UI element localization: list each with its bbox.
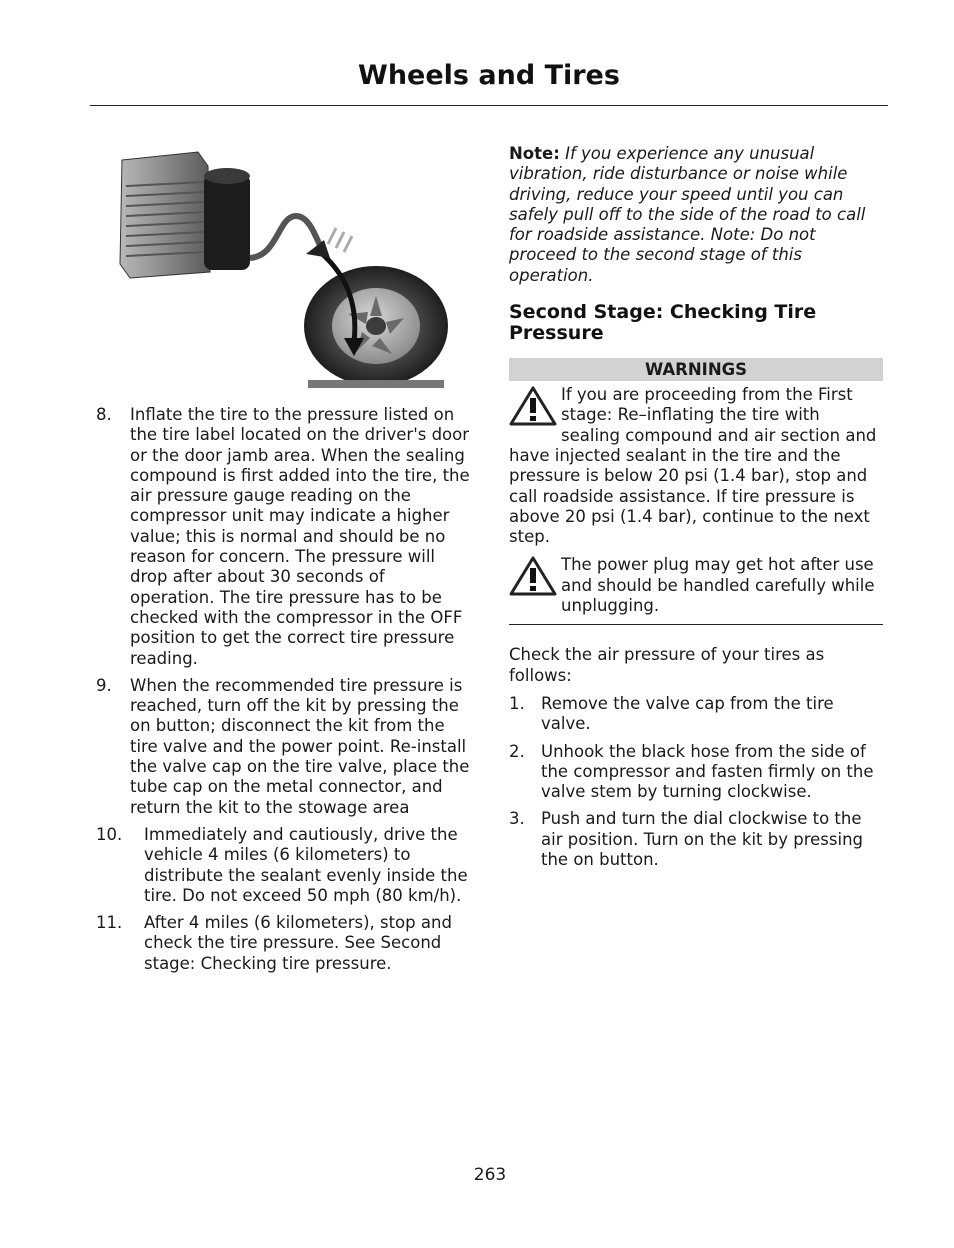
step-text: Push and turn the dial clockwise to the air position. Turn on the kit by pressing the on button. [541,809,864,870]
warnings-header: WARNINGS [509,358,883,381]
step-number: 10. [96,824,123,844]
list-item [509,694,883,735]
step-text: After 4 miles (6 kilometers), stop and check the tire pressure. See Second stage: Checking tire pressure. [144,913,452,973]
warning-triangle-icon [509,555,557,597]
list-item [509,809,883,870]
step-number: 3. [509,809,525,829]
step-number: 11. [96,913,123,933]
warning-block [509,385,883,547]
step-number: 2. [509,741,525,761]
left-column [96,146,472,981]
page-number: 263 [473,1165,507,1185]
step-number: 9. [96,675,112,695]
step-number: 8. [96,405,112,424]
warning-text: If you are proceeding from the First stage: Re–inflating the tire with sealing compound and air section and have injected sealant in the tire and the pressure is below 20 psi (1.4 bar), stop and call roadside assistance. If tire pressure is above 20 psi (1.4 bar), continue to the next step. [509,385,877,547]
step-number: 1. [509,693,525,713]
list-item [96,825,472,906]
list-item [96,913,472,974]
step-text: Remove the valve cap from the tire valve. [541,693,834,734]
warning-text: The power plug may get hot after use and should be handled carefully while unplugging. [561,555,875,616]
list-item [509,742,883,803]
list-item [96,676,472,818]
step-text: Immediately and cautiously, drive the vehicle 4 miles (6 kilometers) to distribute the sealant evenly inside the tire. Do not exceed 50 mph (80 km/h). [144,824,468,905]
right-column [509,144,883,877]
page-title: Wheels and Tires [358,60,620,91]
step-text: Inflate the tire to the pressure listed on the tire label located on the driver's door or the door jamb area. When the sealing compound is first added into the tire, the air pressure gauge reading on the compressor unit may indicate a higher value; this is normal and should be no reason for concern. The pressure will drop after about 30 seconds of operation. The tire pressure has to be checked with the compressor in the OFF position to get the correct tire pressure reading. [130,405,470,668]
note-paragraph [509,144,883,286]
step-text: Unhook the black hose from the side of the compressor and fasten firmly on the valve stem by turning clockwise. [541,741,874,802]
note-label: Note: [509,144,560,163]
check-intro-text: Check the air pressure of your tires as follows: [509,645,825,685]
step-text: When the recommended tire pressure is reached, turn off the kit by pressing the on button; disconnect the kit from the tire valve and the power point. Re-install the valve cap on the tire valve, place the tube cap on the metal connector, and return the kit to the stowage area [130,675,470,817]
section-heading: Second Stage: Checking Tire Pressure [509,301,817,345]
check-steps-list [509,694,883,870]
note-text: If you experience any unusual vibration, ride disturbance or noise while driving, reduce your speed until you can safely pull off to the side of the road to call for roadside assistance. Note: Do not proceed to the second stage of this operation. [509,144,866,285]
warnings-divider [509,624,883,625]
warning-block [509,555,883,616]
compressor-tire-illustration [108,146,448,388]
list-item [96,405,472,669]
title-divider [90,105,888,106]
inflation-steps-list [96,405,472,974]
warning-triangle-icon [509,385,557,427]
